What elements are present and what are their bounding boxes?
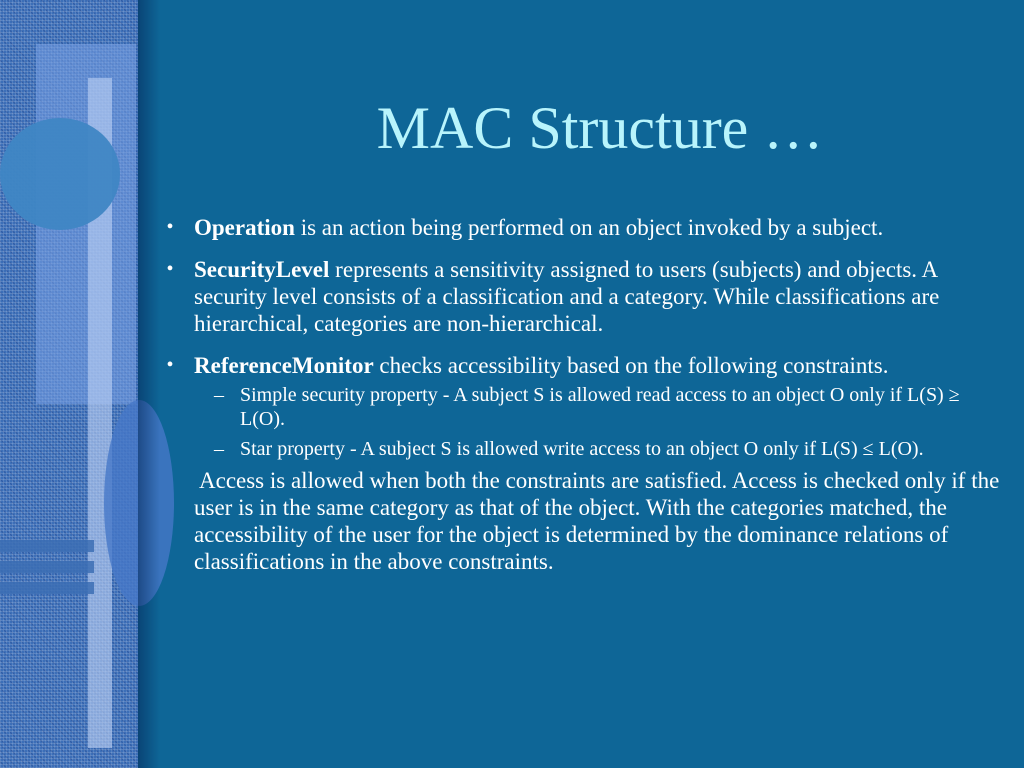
sub-marker: – bbox=[214, 438, 224, 460]
bullet-marker: • bbox=[166, 354, 174, 376]
bullet-marker: • bbox=[166, 216, 174, 238]
slide-title: MAC Structure … bbox=[376, 95, 824, 161]
access-paragraph: Access is allowed when both the constraints are satisfied. Access is checked only if the user is in the same category as that of the object. With the categories matched, the accessibility of the user for the object is determined by the dominance relations of classifications in the above constraints. bbox=[194, 468, 1000, 574]
decorative-lines bbox=[0, 540, 94, 620]
sub-marker: – bbox=[214, 384, 224, 406]
subbullet-text: Simple security property - A subject S is allowed read access to an object O only if L(S) ≥ L(O). bbox=[240, 384, 960, 430]
bullet-marker: • bbox=[166, 258, 174, 280]
bullet-text: represents a sensitivity assigned to users (subjects) and objects. A security level consists of a classification and a category. While classifications are hierarchical, categories are non-hierarchical. bbox=[194, 257, 940, 336]
strip-shadow bbox=[138, 0, 160, 768]
subbullet-simple-security bbox=[160, 383, 1005, 431]
bullet-security-level bbox=[160, 256, 1005, 337]
bullet-term: Operation bbox=[194, 215, 295, 240]
bullet-text: checks accessibility based on the following constraints. bbox=[373, 353, 889, 378]
bullet-operation bbox=[160, 214, 1005, 241]
bullet-text: is an action being performed on an object invoked by a subject. bbox=[294, 215, 884, 240]
subbullet-star-property bbox=[160, 437, 1005, 461]
bullet-term: ReferenceMonitor bbox=[194, 353, 374, 378]
decorative-line bbox=[0, 582, 94, 594]
decorative-line bbox=[0, 540, 94, 552]
bullet-term: SecurityLevel bbox=[194, 257, 330, 282]
bullet-reference-monitor bbox=[160, 352, 1005, 379]
slide-content bbox=[160, 214, 1005, 575]
decorative-line bbox=[0, 561, 94, 573]
subbullet-text: Star property - A subject S is allowed write access to an object O only if L(S) ≤ L(O). bbox=[240, 438, 924, 460]
decorative-circle bbox=[0, 118, 120, 230]
